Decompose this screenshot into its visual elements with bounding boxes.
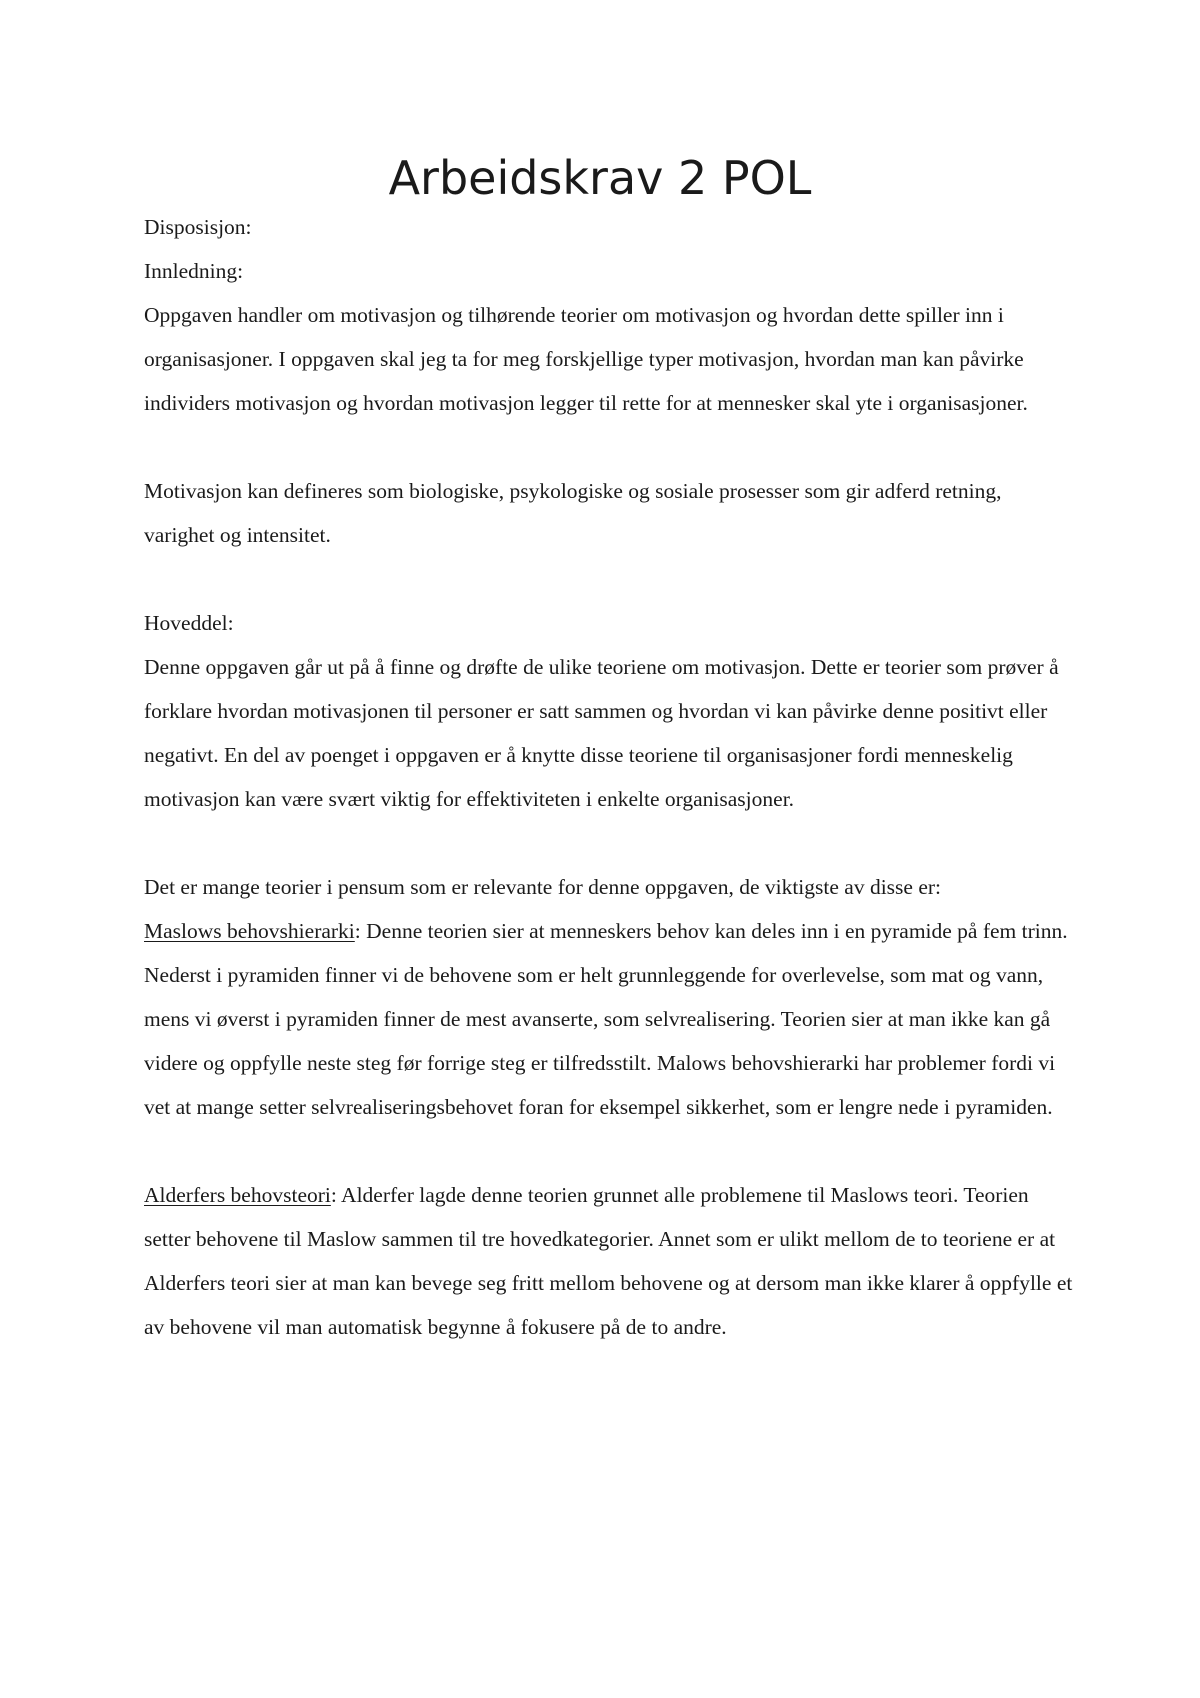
definisjon-paragraph: Motivasjon kan defineres som biologiske, psykologiske og sosiale prosesser som gir adferd retning, varighet og intensitet. <box>144 479 1002 547</box>
maslow-text: : Denne teorien sier at menneskers behov kan deles inn i en pyramide på fem trinn. Nederst i pyramiden finner vi de behovene som er helt grunnleggende for overlevelse, som mat og vann, mens vi øverst i pyramiden finner de mest avanserte, som selvrealisering. Teorien sier at man ikke kan gå videre og oppfylle neste steg før forrige steg er tilfredsstilt. Malows behovshierarki har problemer fordi vi vet at mange setter selvrealiseringsbehovet foran for eksempel sikkerhet, som er lengre nede i pyramiden. <box>144 919 1068 1119</box>
paragraph-spacer <box>144 425 1074 469</box>
document-title: Arbeidskrav 2 POL <box>388 151 812 205</box>
maslow-heading: Maslows behovshierarki <box>144 919 355 943</box>
teorier-intro-paragraph: Det er mange teorier i pensum som er relevante for denne oppgaven, de viktigste av disse er: <box>144 875 942 899</box>
maslow-paragraph <box>144 909 1074 1129</box>
alderfer-paragraph <box>144 1173 1074 1349</box>
document-body <box>144 205 1074 1349</box>
disposisjon-label: Disposisjon: <box>144 215 252 239</box>
hoveddel-paragraph: Denne oppgaven går ut på å finne og drøfte de ulike teoriene om motivasjon. Dette er teorier som prøver å forklare hvordan motivasjonen til personer er satt sammen og hvordan vi kan påvirke denne positivt eller negativt. En del av poenget i oppgaven er å knytte disse teoriene til organisasjoner fordi menneskelig motivasjon kan være svært viktig for effektiviteten i enkelte organisasjoner. <box>144 655 1059 811</box>
innledning-paragraph: Oppgaven handler om motivasjon og tilhørende teorier om motivasjon og hvordan dette spiller inn i organisasjoner. I oppgaven skal jeg ta for meg forskjellige typer motivasjon, hvordan man kan påvirke individers motivasjon og hvordan motivasjon legger til rette for at mennesker skal yte i organisasjoner. <box>144 303 1028 415</box>
alderfer-text: : Alderfer lagde denne teorien grunnet alle problemene til Maslows teori. Teorien setter behovene til Maslow sammen til tre hovedkategorier. Annet som er ulikt mellom de to teoriene er at Alderfers teori sier at man kan bevege seg fritt mellom behovene og at dersom man ikke klarer å oppfylle et av behovene vil man automatisk begynne å fokusere på de to andre. <box>144 1183 1073 1339</box>
innledning-heading: Innledning: <box>144 259 244 283</box>
paragraph-spacer <box>144 821 1074 865</box>
paragraph-spacer <box>144 557 1074 601</box>
hoveddel-heading: Hoveddel: <box>144 611 234 635</box>
alderfer-heading: Alderfers behovsteori <box>144 1183 331 1207</box>
paragraph-spacer <box>144 1129 1074 1173</box>
